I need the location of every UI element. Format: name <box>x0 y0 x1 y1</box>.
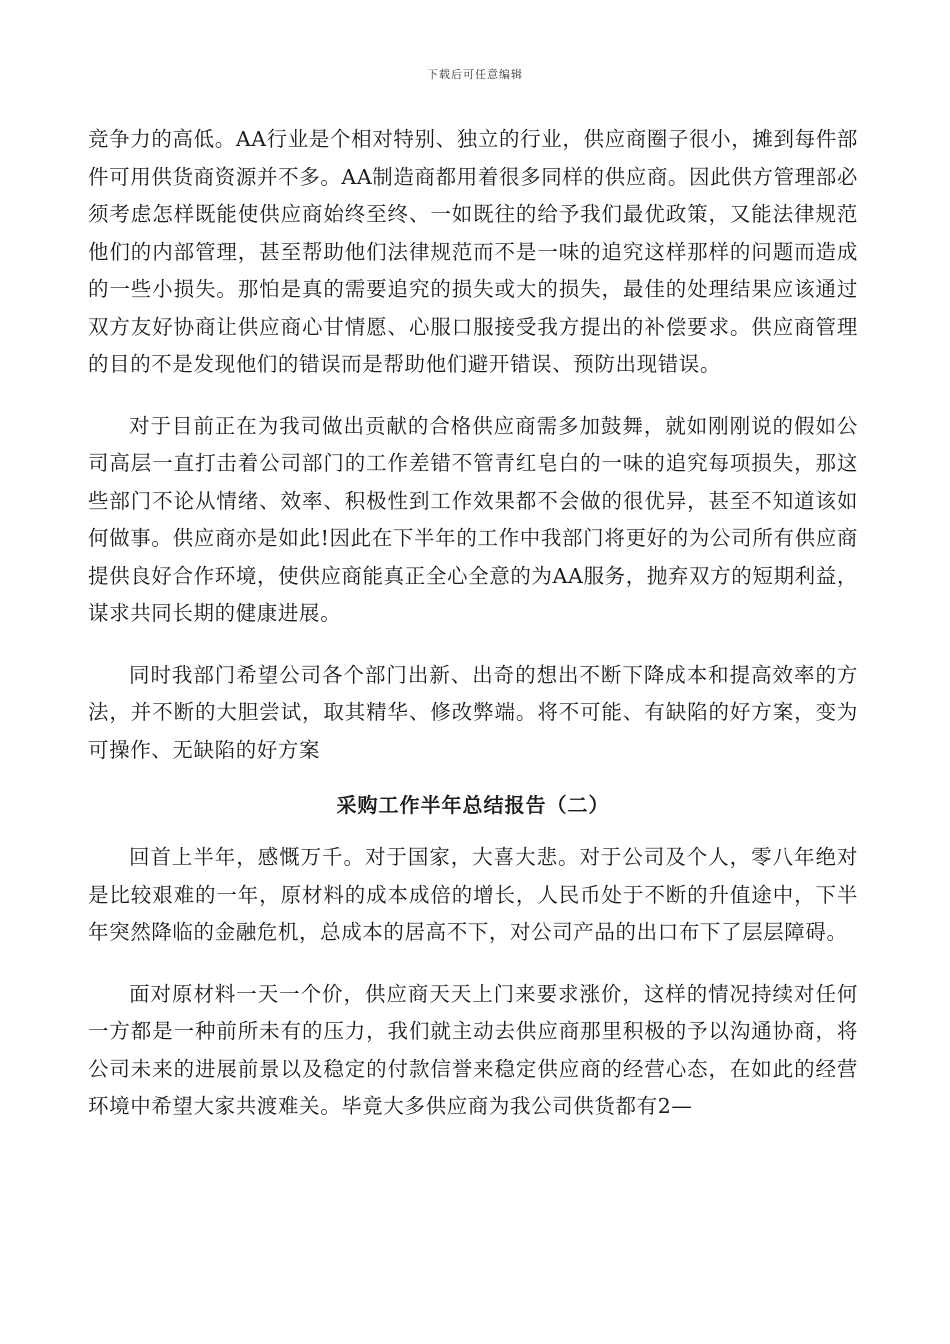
paragraph-supplier-management: 竞争力的高低。AA行业是个相对特别、独立的行业，供应商圈子很小，摊到每件部件可用供货商资源并不多。AA制造商都用着很多同样的供应商。因此供方管理部必须考虑怎样既能使供应商始终至终、一如既往的给予我们最优政策，又能法律规范他们的内部管理，甚至帮助他们法律规范而不是一味的追究这样那样的问题而造成的一些小损失。那怕是真的需要追究的损失或大的损失，最佳的处理结果应该通过双方友好协商让供应商心甘情愿、心服口服接受我方提出的补偿要求。供应商管理的目的不是发现他们的错误而是帮助他们避开错误、预防出现错误。 <box>88 127 858 376</box>
paragraph-department-hopes: 同时我部门希望公司各个部门出新、出奇的想出不断下降成本和提高效率的方法，并不断的大胆尝试，取其精华、修改弊端。将不可能、有缺陷的好方案，变为可操作、无缺陷的好方案 <box>88 662 858 762</box>
paragraph-review-first-half: 回首上半年，感慨万千。对于国家，大喜大悲。对于公司及个人，零八年绝对是比较艰难的一年，原材料的成本成倍的增长，人民币处于不断的升值途中，下半年突然降临的金融危机，总成本的居高不下，对公司产品的出口布下了层层障碍。 <box>88 845 858 944</box>
section-title: 采购工作半年总结报告（二） <box>336 793 610 817</box>
header-note: 下载后可任意编辑 <box>427 68 523 81</box>
paragraph-gap <box>88 384 858 408</box>
paragraph-gap <box>88 952 858 976</box>
paragraph-gap <box>88 633 858 657</box>
paragraph-raw-material-prices: 面对原材料一天一个价，供应商天天上门来要求涨价，这样的情况持续对任何一方都是一种前所未有的压力，我们就主动去供应商那里积极的予以沟通协商，将公司未来的进展前景以及稳定的付款信誉来稳定供应商的经营心态，在如此的经营环境中希望大家共渡难关。毕竟大多供应商为我公司供货都有2— <box>88 981 858 1118</box>
paragraph-encourage-suppliers: 对于目前正在为我司做出贡献的合格供应商需多加鼓舞，就如刚刚说的假如公司高层一直打击着公司部门的工作差错不管青红皂白的一味的追究每项损失，那这些部门不论从情绪、效率、积极性到工作效果都不会做的很优异，甚至不知道该如何做事。供应商亦是如此!因此在下半年的工作中我部门将更好的为公司所有供应商提供良好合作环境，使供应商能真正全心全意的为AA服务，抛弃双方的短期利益，谋求共同长期的健康进展。 <box>88 413 858 625</box>
document-body <box>88 121 858 1126</box>
